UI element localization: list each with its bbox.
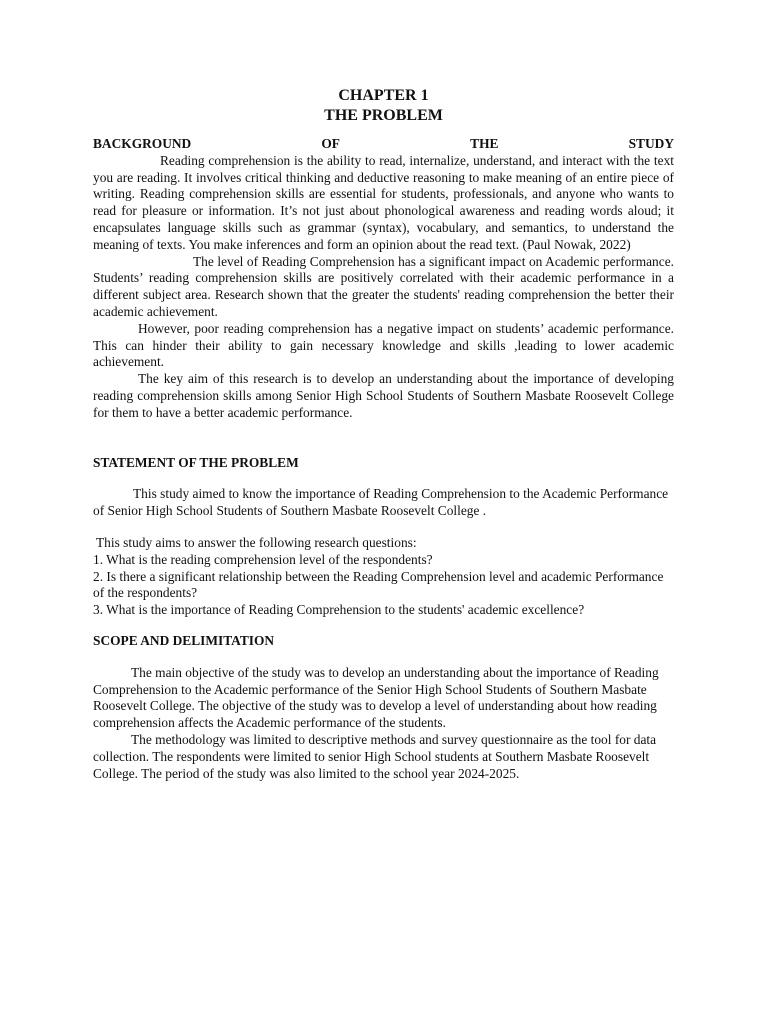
scope-paragraph-1: The main objective of the study was to develop an understanding about the importance of Reading Comprehension to the Academic performance of the Senior High School Students of Southern Masbate Roosevelt College. The objective of the study was to develop a level of understanding about how reading comprehension affects the Academic performance of the students. xyxy=(93,664,659,731)
chapter-title: CHAPTER 1 xyxy=(338,87,429,104)
spacer xyxy=(93,422,674,455)
background-heading-word-2: OF xyxy=(321,136,340,151)
scope-paragraph-2: The methodology was limited to descriptive methods and survey questionnaire as the tool for data collection. The respondents were limited to senior High School students at Southern Masbate Roosevelt College. The period of the study was also limited to the school year 2024-2025. xyxy=(93,731,657,781)
background-paragraph-4: The key aim of this research is to develop an understanding about the importance of developing reading comprehension skills among Senior High School Students of Southern Masbate Roosevelt College for them to have a better academic performance. xyxy=(93,371,674,420)
background-heading-word-3: THE xyxy=(470,136,499,151)
background-paragraph-2: The level of Reading Comprehension has a significant impact on Academic performance. Students’ reading comprehension skills are positively correlated with their academic performance in a different subject area. Research shown that the greater the students' reading comprehension the better their academic achievement. xyxy=(93,253,674,319)
research-question-1: 1. What is the reading comprehension level of the respondents? xyxy=(93,551,433,567)
scope-heading: SCOPE AND DELIMITATION xyxy=(93,632,275,648)
chapter-subtitle: THE PROBLEM xyxy=(324,107,443,124)
background-paragraph-3: However, poor reading comprehension has a negative impact on students’ academic performance. This can hinder their ability to gain necessary knowledge and skills ,leading to lower academic achievement. xyxy=(93,320,674,370)
background-paragraph-1: Reading comprehension is the ability to read, internalize, understand, and interact with the text you are reading. It involves critical thinking and deductive reasoning to make meaning of an entire piece of writing. Reading comprehension skills are essential for students, professionals, and anyone who wants to read for pleasure or information. It’s not just about phonological awareness and reading words aloud; it encapsulates language skills such as grammar (syntax), vocabulary, and semantics, to understand the meaning of texts. You make inferences and form an opinion about the read text. (Paul Nowak, 2022) xyxy=(93,152,674,252)
background-heading-word-1: BACKGROUND xyxy=(93,136,192,151)
spacer xyxy=(93,619,674,633)
spacer xyxy=(93,471,674,486)
document-content xyxy=(93,86,674,782)
statement-lead: This study aims to answer the following research questions: xyxy=(96,534,417,550)
spacer xyxy=(93,520,674,535)
background-heading-word-4: STUDY xyxy=(628,136,674,151)
spacer xyxy=(93,650,674,665)
statement-heading: STATEMENT OF THE PROBLEM xyxy=(93,454,299,470)
research-question-2: 2. Is there a significant relationship between the Reading Comprehension level and academic Performance of the respondents? xyxy=(93,568,664,601)
statement-intro: This study aimed to know the importance of Reading Comprehension to the Academic Performance of Senior High School Students of Southern Masbate Roosevelt College . xyxy=(93,486,669,519)
background-heading xyxy=(93,136,674,153)
research-question-3: 3. What is the importance of Reading Comprehension to the students' academic excellence? xyxy=(93,602,585,618)
